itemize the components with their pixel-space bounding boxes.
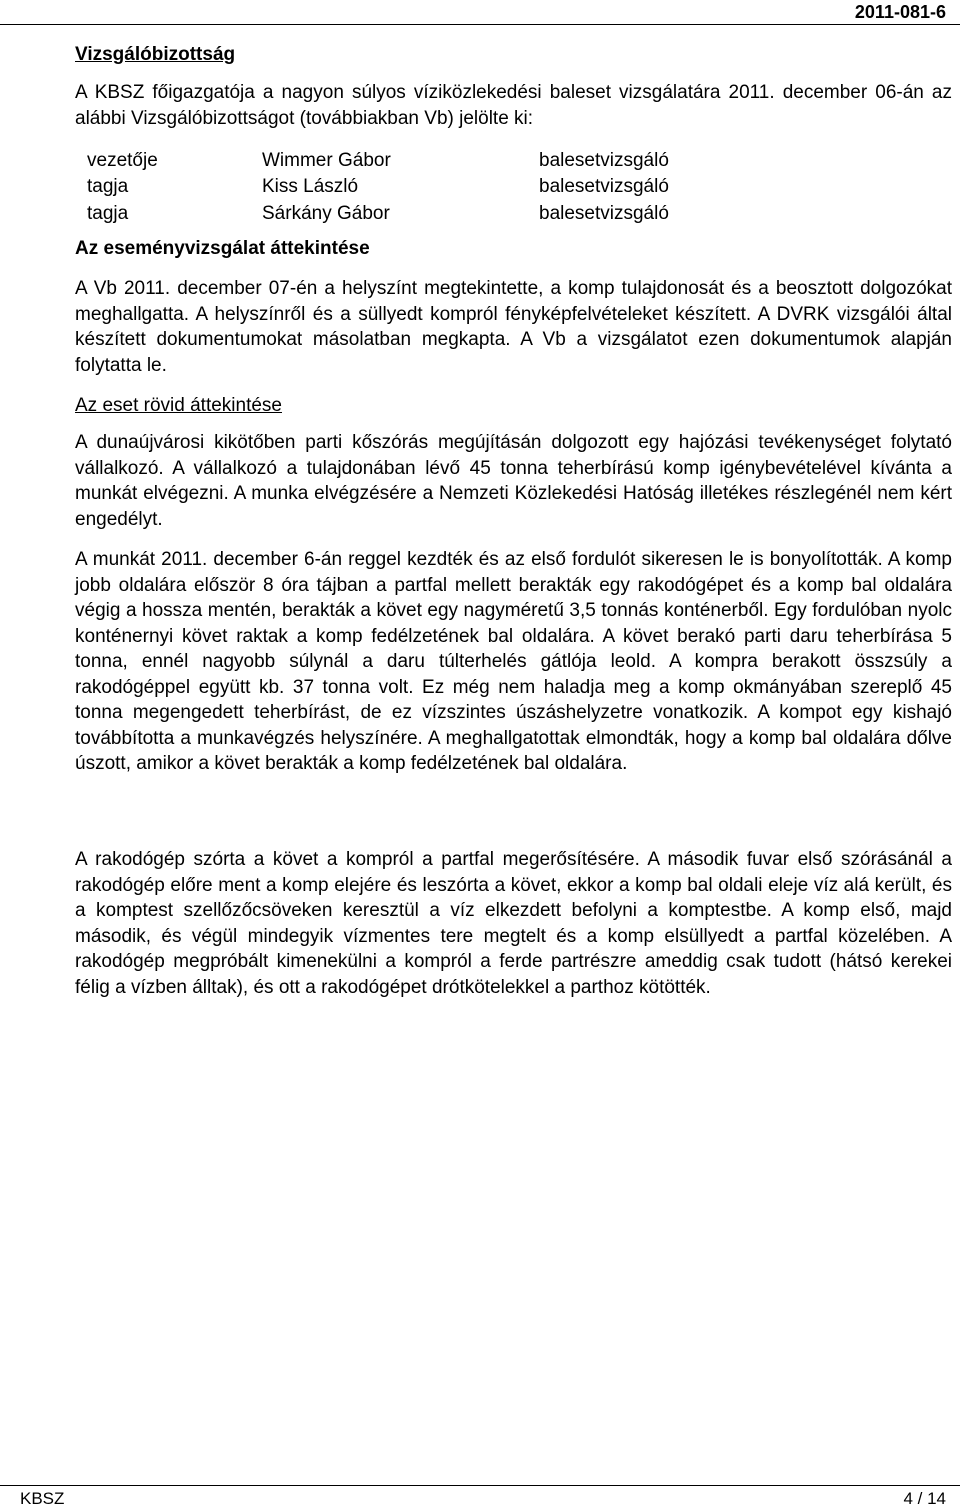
footer-rule bbox=[0, 1485, 960, 1486]
member-name: Kiss László bbox=[262, 176, 359, 197]
case-summary-paragraph: A dunaújvárosi kikötőben parti kőszórás megújításán dolgozott egy hajózási tevékenységet folytató vállalkozó. A vállalkozó a tulajdonában lévő 45 tonna teherbírású komp igénybevételével kívánta a munkát elvégezni. A munka elvégzésére a Nemzeti Közlekedési Hatóság illetékes részlegénél nem kért engedélyt. bbox=[75, 432, 952, 530]
document-number: 2011-081-6 bbox=[854, 2, 946, 22]
footer-organization: KBSZ bbox=[20, 1489, 65, 1508]
case-summary-paragraph: A rakodógép szórta a követ a kompról a partfal megerősítésére. A második fuvar első szórásánál a rakodógép előre ment a komp elejére és leszórta a követ, ekkor a komp bal oldali eleje víz alá került, és a komptest szellőzőcsöveken keresztül a víz elkezdett befolyni a komptestbe. A komp első, majd második, és végül mindegyik vízmentes tere megtelt és a komp elsüllyedt a partfal közelében. A rakodógép megpróbált kimenekülni a kompról a ferde partrészre ameddig csak tudott (hátsó kerekei félig a vízben álltak), és ott a rakodógépet drótkötelekkel a parthoz kötötték. bbox=[75, 849, 952, 998]
member-role: tagja bbox=[87, 202, 129, 224]
committee-heading: Vizsgálóbizottság bbox=[75, 44, 236, 65]
member-row bbox=[87, 147, 779, 174]
member-role: tagja bbox=[87, 176, 129, 197]
member-title: balesetvizsgáló bbox=[539, 149, 669, 171]
header-rule bbox=[0, 24, 960, 25]
case-summary-paragraph: A munkát 2011. december 6-án reggel kezdték és az első fordulót sikeresen le is bonyolították. A komp jobb oldalára először 8 óra tájban a partfal mellett berakták egy rakodógépet és a komp bal oldalára végig a hossza mentén, berakták a követ egy nagyméretű 3,5 tonnás konténerből. Egy fordulóban nyolc konténernyi követ raktak a komp fedélzetének bal oldalára. A követ berakó parti daru teherbírása 5 tonna, ennél nagyobb súlynál a daru túlterhelés gátlója leold. A kompra berakott összsúly a rakodógéppel együtt kb. 37 tonna volt. Ez még nem haladja meg a komp okmányában szereplő 45 tonna megengedett teherbírást, de ez vízszintes úszáshelyzetre vonatkozik. A kompot egy kishajó továbbította a munkavégzés helyszínére. A meghallgatottak elmondták, hogy a komp bal oldalára dőlve úszott, amikor a követ berakták a komp fedélzetének bal oldalára. bbox=[75, 549, 952, 774]
section-heading-investigation-overview: Az eseményvizsgálat áttekintése bbox=[75, 238, 370, 259]
member-row bbox=[87, 174, 779, 201]
committee-members-list bbox=[87, 147, 779, 227]
investigation-overview-paragraph: A Vb 2011. december 07-én a helyszínt megtekintette, a komp tulajdonosát és a beosztott dolgozókat meghallgatta. A helyszínről és a süllyedt kompról fényképfelvételeket készített. A DVRK vizsgálói által készített dokumentumokat másolatban megkapta. A Vb a vizsgálatot ezen dokumentumok alapján folytatta le. bbox=[75, 278, 952, 376]
page-number: 4 / 14 bbox=[903, 1489, 946, 1508]
member-title: balesetvizsgáló bbox=[539, 176, 669, 197]
member-role: vezetője bbox=[87, 149, 158, 171]
member-title: balesetvizsgáló bbox=[539, 202, 669, 224]
member-name: Sárkány Gábor bbox=[262, 202, 390, 224]
intro-paragraph: A KBSZ főigazgatója a nagyon súlyos víziközlekedési baleset vizsgálatára 2011. december 06-án az alábbi Vizsgálóbizottságot (továbbiakban Vb) jelölte ki: bbox=[75, 82, 952, 129]
section-heading-case-summary: Az eset rövid áttekintése bbox=[75, 395, 282, 416]
member-row bbox=[87, 200, 779, 227]
member-name: Wimmer Gábor bbox=[262, 149, 391, 171]
